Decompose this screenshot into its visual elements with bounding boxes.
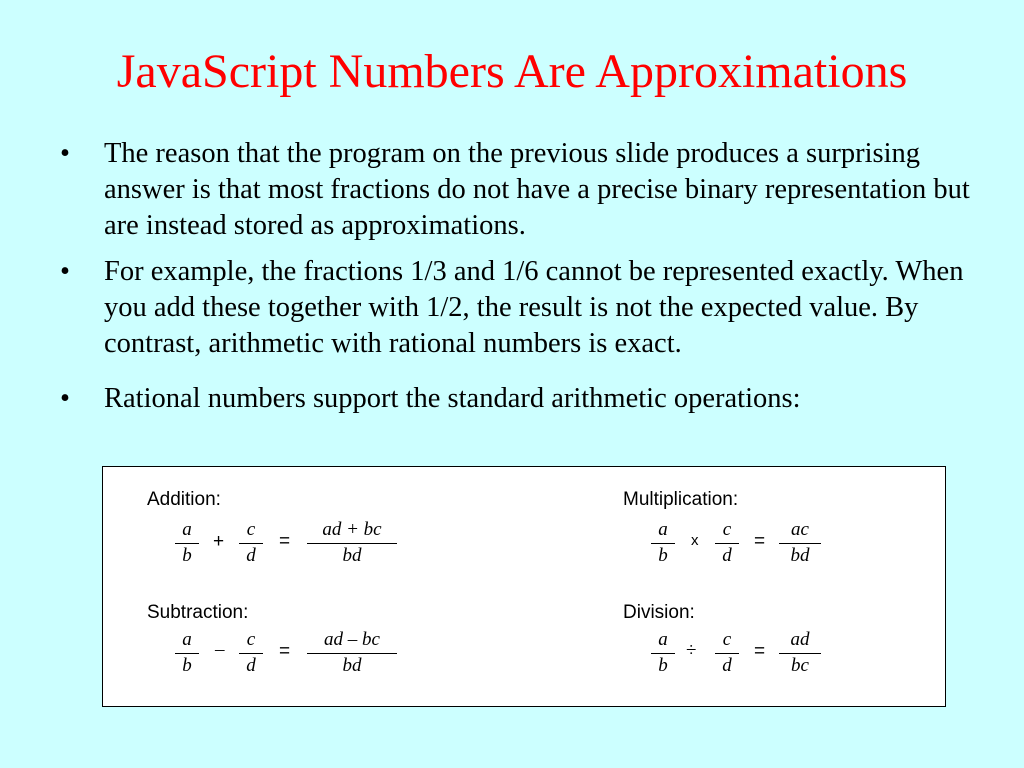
numerator: c bbox=[246, 519, 256, 540]
subtraction-fraction-cd bbox=[239, 629, 263, 677]
fraction-bar bbox=[779, 543, 821, 544]
multiplication-fraction-cd bbox=[715, 519, 739, 567]
subtraction-label: Subtraction: bbox=[147, 602, 249, 623]
bullet-text: Rational numbers support the standard arithmetic operations: bbox=[104, 383, 801, 414]
addition-fraction-cd bbox=[239, 519, 263, 567]
denominator: b bbox=[658, 655, 668, 676]
bullet-text: The reason that the program on the previous slide produces a surprising answer is that most fractions do not have a precise binary representation but are instead stored as approximations. bbox=[104, 138, 970, 241]
fraction-bar bbox=[175, 543, 199, 544]
bullet-icon: • bbox=[60, 383, 70, 414]
bullet-item bbox=[58, 136, 978, 244]
fraction-bar bbox=[651, 653, 675, 654]
bullet-item bbox=[58, 381, 978, 417]
numerator: ad – bc bbox=[324, 629, 380, 650]
addition-result bbox=[307, 519, 397, 567]
denominator: bd bbox=[342, 655, 362, 676]
subtraction-equals: = bbox=[279, 641, 291, 662]
division-label: Division: bbox=[623, 602, 695, 623]
division-equals: = bbox=[754, 641, 766, 662]
denominator: d bbox=[722, 545, 732, 566]
numerator: a bbox=[182, 629, 192, 650]
fraction-bar bbox=[239, 543, 263, 544]
numerator: c bbox=[722, 629, 732, 650]
subtraction-result bbox=[307, 629, 397, 677]
addition-fraction-ab bbox=[175, 519, 199, 567]
subtraction-fraction-ab bbox=[175, 629, 199, 677]
denominator: d bbox=[722, 655, 732, 676]
multiplication-fraction-ab bbox=[651, 519, 675, 567]
division-result bbox=[779, 629, 821, 677]
division-fraction-cd bbox=[715, 629, 739, 677]
numerator: a bbox=[658, 629, 668, 650]
fraction-bar bbox=[175, 653, 199, 654]
fraction-bar bbox=[307, 543, 397, 544]
numerator: c bbox=[722, 519, 732, 540]
denominator: b bbox=[658, 545, 668, 566]
denominator: d bbox=[246, 545, 256, 566]
numerator: ac bbox=[791, 519, 809, 540]
fraction-bar bbox=[715, 543, 739, 544]
multiplication-equals: = bbox=[754, 531, 766, 552]
fraction-bar bbox=[715, 653, 739, 654]
addition-operator: + bbox=[213, 531, 225, 552]
slide-title: JavaScript Numbers Are Approximations bbox=[116, 45, 908, 98]
fraction-bar bbox=[239, 653, 263, 654]
bullet-item bbox=[58, 254, 978, 362]
bullet-list bbox=[58, 136, 978, 417]
division-operator: ÷ bbox=[686, 640, 697, 661]
operations-box bbox=[102, 466, 946, 707]
denominator: bc bbox=[791, 655, 809, 676]
bullet-text: For example, the fractions 1/3 and 1/6 cannot be represented exactly. When you add these together with 1/2, the result is not the expected value. By contrast, arithmetic with rational numbers is exact. bbox=[104, 256, 964, 359]
denominator: bd bbox=[342, 545, 362, 566]
subtraction-operator: – bbox=[215, 639, 225, 660]
addition-equals: = bbox=[279, 531, 291, 552]
multiplication-operator: x bbox=[691, 532, 699, 549]
fraction-bar bbox=[307, 653, 397, 654]
numerator: a bbox=[658, 519, 668, 540]
fraction-bar bbox=[651, 543, 675, 544]
division-fraction-ab bbox=[651, 629, 675, 677]
bullet-icon: • bbox=[60, 138, 70, 169]
numerator: c bbox=[246, 629, 256, 650]
denominator: b bbox=[182, 655, 192, 676]
numerator: ad + bc bbox=[322, 519, 382, 540]
denominator: b bbox=[182, 545, 192, 566]
numerator: ad bbox=[790, 629, 810, 650]
multiplication-result bbox=[779, 519, 821, 567]
fraction-bar bbox=[779, 653, 821, 654]
multiplication-label: Multiplication: bbox=[623, 489, 739, 510]
numerator: a bbox=[182, 519, 192, 540]
denominator: bd bbox=[790, 545, 810, 566]
addition-label: Addition: bbox=[147, 489, 221, 510]
bullet-icon: • bbox=[60, 256, 70, 287]
denominator: d bbox=[246, 655, 256, 676]
